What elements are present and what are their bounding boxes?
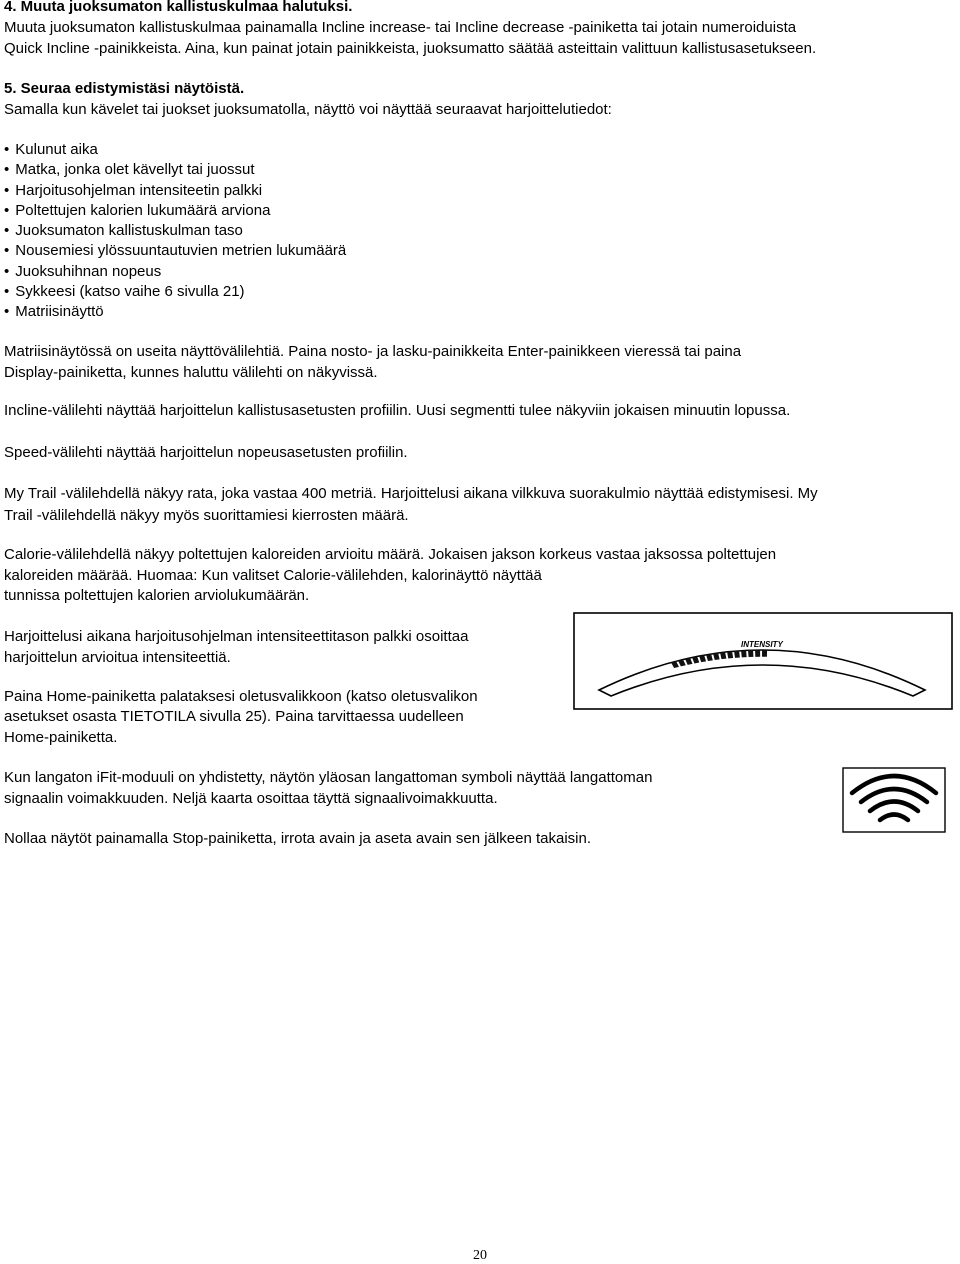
intensity-segment — [748, 650, 753, 657]
step4-text-line2: Quick Incline -painikkeista. Aina, kun painat jotain painikkeista, juoksumatto säätää asteittain valittuun kallistusasetukseen. — [4, 40, 817, 57]
home-paragraph-line2: asetukset osasta TIETOTILA sivulla 25). Paina tarvittaessa uudelleen — [4, 708, 464, 725]
home-paragraph-line1: Paina Home-painiketta palataksesi oletusvalikkoon (katso oletusvalikon — [4, 688, 478, 705]
step5-intro: Samalla kun kävelet tai juokset juoksumatolla, näyttö voi näyttää seuraavat harjoittelutiedot: — [4, 101, 612, 118]
intensity-paragraph-line2: harjoittelun arvioitua intensiteettiä. — [4, 649, 231, 666]
list-item: • Kulunut aika — [4, 140, 346, 160]
incline-paragraph: Incline-välilehti näyttää harjoittelun kallistusasetusten profiilin. Uusi segmentti tulee näkyviin jokaisen minuutin lopussa. — [4, 402, 791, 419]
speed-paragraph: Speed-välilehti näyttää harjoittelun nopeusasetusten profiilin. — [4, 444, 408, 461]
matrix-paragraph-line2: Display-painiketta, kunnes haluttu välilehti on näkyvissä. — [4, 364, 378, 381]
intensity-label: INTENSITY — [741, 640, 783, 649]
intensity-segment — [741, 650, 747, 657]
trail-paragraph-line2: Trail -välilehdellä näkyy myös suorittamiesi kierrosten määrä. — [4, 507, 409, 524]
wifi-signal-figure — [842, 767, 946, 833]
calorie-paragraph-line2: kaloreiden määrää. Huomaa: Kun valitset Calorie-välilehden, kalorinäyttö näyttää — [4, 567, 542, 584]
intensity-segment — [762, 650, 767, 657]
reset-paragraph: Nollaa näytöt painamalla Stop-painiketta, irrota avain ja aseta avain sen jälkeen takaisin. — [4, 830, 592, 847]
list-item: • Juoksuhihnan nopeus — [4, 262, 346, 282]
step4-text-line1: Muuta juoksumaton kallistuskulmaa painamalla Incline increase- tai Incline decrease -painiketta tai jotain numeroiduista — [4, 19, 797, 36]
wireless-paragraph-line2: signaalin voimakkuuden. Neljä kaarta osoittaa täyttä signaalivoimakkuutta. — [4, 790, 498, 807]
step5-heading: 5. Seuraa edistymistäsi näytöistä. — [4, 80, 245, 97]
matrix-paragraph-line1: Matriisinäytössä on useita näyttövälilehtiä. Paina nosto- ja lasku-painikkeita Enter-painikkeen vieressä tai paina — [4, 343, 742, 360]
wireless-paragraph-line1: Kun langaton iFit-moduuli on yhdistetty, näytön yläosan langattoman symboli näyttää langattoman — [4, 769, 653, 786]
list-item: • Matka, jonka olet kävellyt tai juossut — [4, 160, 346, 180]
list-item: • Nousemiesi ylössuuntautuvien metrien lukumäärä — [4, 241, 346, 261]
intensity-bar-figure — [573, 612, 953, 710]
intensity-paragraph-line1: Harjoittelusi aikana harjoitusohjelman intensiteettitason palkki osoittaa — [4, 628, 469, 645]
home-paragraph-line3: Home-painiketta. — [4, 729, 118, 746]
step4-heading: 4. Muuta juoksumaton kallistuskulmaa halutuksi. — [4, 0, 353, 15]
list-item: • Harjoitusohjelman intensiteetin palkki — [4, 181, 346, 201]
list-item: • Poltettujen kalorien lukumäärä arviona — [4, 201, 346, 221]
intensity-segment — [734, 651, 740, 658]
page-number: 20 — [473, 1248, 487, 1263]
workout-info-list — [4, 140, 346, 323]
list-item: • Sykkeesi (katso vaihe 6 sivulla 21) — [4, 282, 346, 302]
trail-paragraph-line1: My Trail -välilehdellä näkyy rata, joka vastaa 400 metriä. Harjoittelusi aikana vilkkuva suorakulmio näyttää edistymisesi. My — [4, 485, 818, 502]
calorie-paragraph-line1: Calorie-välilehdellä näkyy poltettujen kaloreiden arvioitu määrä. Jokaisen jakson korkeus vastaa jaksossa poltettujen — [4, 546, 777, 563]
list-item: • Juoksumaton kallistuskulman taso — [4, 221, 346, 241]
calorie-paragraph-line3: tunnissa poltettujen kalorien arviolukumäärän. — [4, 587, 310, 604]
list-item: • Matriisinäyttö — [4, 302, 346, 322]
intensity-segment — [755, 650, 760, 657]
